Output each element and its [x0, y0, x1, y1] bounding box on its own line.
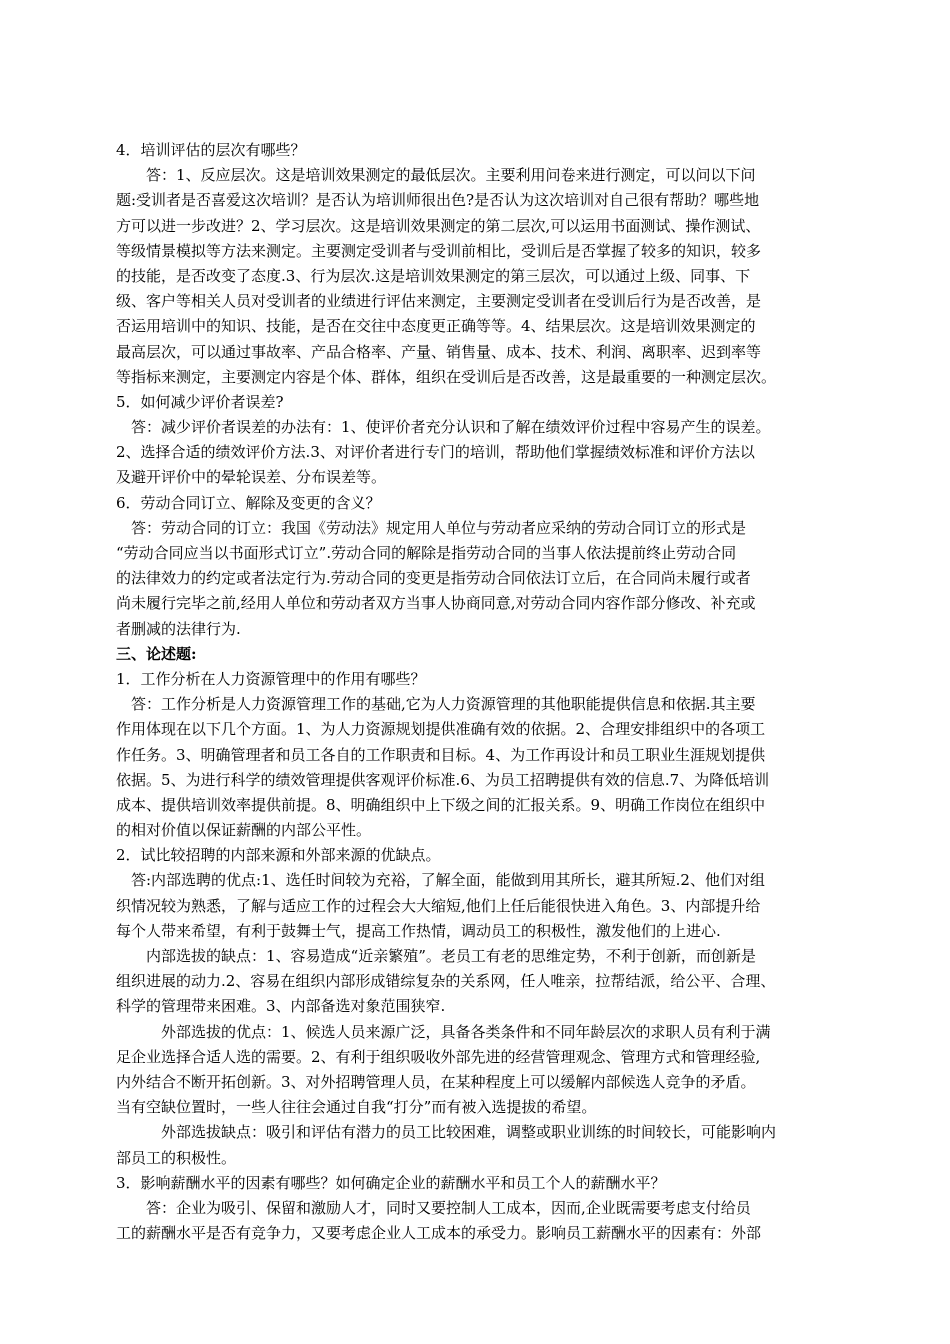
answer-line: 当有空缺位置时，一些人往往会通过自我“打分”而有被入选提拔的希望。: [116, 1098, 597, 1117]
document-page: [116, 138, 842, 1246]
answer-line: 外部选拔缺点：吸引和评估有潜力的员工比较困难，调整或职业训练的时间较长，可能影响内: [116, 1123, 777, 1142]
answer-line: 依据。5、为进行科学的绩效管理提供客观评价标准.6、为员工招聘提供有效的信息.7、为降低培训: [116, 770, 770, 789]
answer-line: “劳动合同应当以书面形式订立”.劳动合同的解除是指劳动合同的当事人依法提前终止劳动合同: [116, 544, 737, 562]
answer-line: 成本、提供培训效率提供前提。8、明确组织中上下级之间的汇报关系。9、明确工作岗位在组织中: [116, 795, 766, 814]
answer-line: 的技能，是否改变了态度.3、行为层次.这是培训效果测定的第三层次，可以通过上级、同事、下: [116, 266, 751, 285]
answer-line: 内部选拔的缺点：1、容易造成“近亲繁殖”。老员工有老的思维定势，不利于创新，而创新是: [116, 947, 756, 965]
answer-line: 的法律效力的约定或者法定行为.劳动合同的变更是指劳动合同依法订立后，在合同尚未履行或者: [116, 569, 751, 588]
answer-line: 最高层次，可以通过事故率、产品合格率、产量、销售量、成本、技术、利润、离职率、迟到率等: [116, 342, 762, 361]
answer-line: 工的薪酬水平是否有竞争力，又要考虑企业人工成本的承受力。影响员工薪酬水平的因素有：外部: [116, 1224, 762, 1243]
answer-line: 方可以进一步改进？2、学习层次。这是培训效果测定的第二层次,可以运用书面测试、操作测试、: [116, 216, 761, 235]
answer-line: 组织进展的动力.2、容易在组织内部形成错综复杂的关系网，任人唯亲，拉帮结派，给公平、合理、: [116, 972, 776, 991]
question-6-title: 6．劳动合同订立、解除及变更的含义？: [116, 493, 381, 512]
essay-2-title: 2．试比较招聘的内部来源和外部来源的优缺点。: [116, 846, 441, 865]
answer-line: 答：工作分析是人力资源管理工作的基础,它为人力资源管理的其他职能提供信息和依据.其主要: [116, 695, 756, 714]
answer-line: 级、客户等相关人员对受训者的业绩进行评估来测定，主要测定受训者在受训后行为是否改善，是: [116, 292, 762, 311]
answer-line: 等指标来测定，主要测定内容是个体、群体，组织在受训后是否改善，这是最重要的一种测定层次。: [116, 367, 777, 386]
answer-line: 答：劳动合同的订立：我国《劳动法》规定用人单位与劳动者应采纳的劳动合同订立的形式是: [116, 518, 747, 537]
answer-line: 作用体现在以下几个方面。1、为人力资源规划提供准确有效的依据。2、合理安排组织中的各项工: [116, 720, 766, 739]
answer-line: 部员工的积极性。: [116, 1148, 237, 1167]
question-5-title: 5．如何减少评价者误差?: [116, 392, 284, 411]
answer-line: 等级情景模拟等方法来测定。主要测定受训者与受训前相比，受训后是否掌握了较多的知识，较多: [116, 241, 762, 260]
answer-line: 2、选择合适的绩效评价方法.3、对评价者进行专门的培训，帮助他们掌握绩效标准和评价方法以: [116, 443, 755, 462]
answer-line: 外部选拔的优点：1、候选人员来源广泛，具备各类条件和不同年龄层次的求职人员有利于满: [116, 1022, 771, 1041]
answer-line: 足企业选择合适人选的需要。2、有利于组织吸收外部先进的经营管理观念、管理方式和管理经验,: [116, 1047, 761, 1066]
question-4-title: 4．培训评估的层次有哪些？: [116, 141, 306, 159]
answer-line: 的相对价值以保证薪酬的内部公平性。: [116, 821, 372, 840]
answer-line: 每个人带来希望，有利于鼓舞士气，提高工作热情，调动员工的积极性，激发他们的上进心.: [116, 921, 721, 940]
section-heading: 三、论述题:: [116, 644, 197, 663]
answer-line: 答:内部选聘的优点:1、选任时间较为充裕，了解全面，能做到用其所长，避其所短.2、他们对组: [116, 871, 765, 890]
answer-line: 题:受训者是否喜爱这次培训？是否认为培训师很出色?是否认为这次培训对自己很有帮助？哪些地: [116, 191, 760, 210]
answer-line: 内外结合不断开拓创新。3、对外招聘管理人员，在某种程度上可以缓解内部候选人竞争的矛盾。: [116, 1072, 756, 1091]
answer-line: 答：减少评价者误差的办法有：1、使评价者充分认识和了解在绩效评价过程中容易产生的误差。: [116, 418, 771, 437]
answer-line: 否运用培训中的知识、技能，是否在交往中态度更正确等等。4、结果层次。这是培训效果测定的: [116, 317, 756, 336]
answer-line: 科学的管理带来困难。3、内部备选对象范围狭窄.: [116, 997, 446, 1016]
answer-line: 作任务。3、明确管理者和员工各自的工作职责和目标。4、为工作再设计和员工职业生涯规划提供: [116, 745, 766, 764]
answer-line: 者删减的法律行为.: [116, 619, 241, 638]
essay-3-title: 3．影响薪酬水平的因素有哪些？如何确定企业的薪酬水平和员工个人的薪酬水平？: [116, 1173, 666, 1192]
answer-line: 及避开评价中的晕轮误差、分布误差等。: [116, 468, 387, 487]
answer-line: 答：1、反应层次。这是培训效果测定的最低层次。主要利用问卷来进行测定，可以问以下问: [116, 166, 756, 185]
answer-line: 织情况较为熟悉，了解与适应工作的过程会大大缩短,他们上任后能很快进入角色。3、内部提升给: [116, 896, 761, 915]
essay-1-title: 1．工作分析在人力资源管理中的作用有哪些？: [116, 669, 426, 688]
answer-line: 答：企业为吸引、保留和激励人才，同时又要控制人工成本，因而,企业既需要考虑支付给员: [116, 1198, 751, 1217]
answer-line: 尚未履行完毕之前,经用人单位和劳动者双方当事人协商同意,对劳动合同内容作部分修改、补充或: [116, 594, 756, 613]
